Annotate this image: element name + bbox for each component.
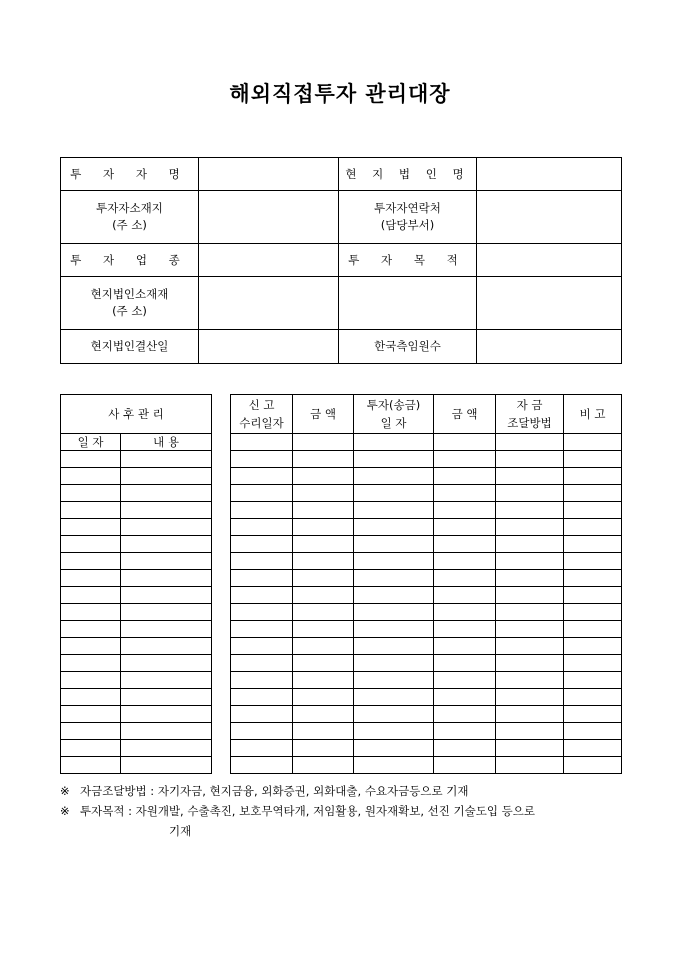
record-cell[interactable] bbox=[293, 553, 354, 570]
record-cell[interactable] bbox=[496, 740, 564, 757]
record-cell[interactable] bbox=[564, 723, 622, 740]
aftercare-row bbox=[61, 536, 212, 553]
investment-record-table bbox=[230, 394, 622, 774]
record-cell[interactable] bbox=[434, 740, 496, 757]
record-cell[interactable] bbox=[354, 502, 434, 519]
record-cell[interactable] bbox=[354, 621, 434, 638]
aftercare-content-cell[interactable] bbox=[121, 723, 212, 740]
local-corp-name-label: 현 지 법 인 명 bbox=[339, 158, 477, 191]
funding-method-header-line2: 조달방법 bbox=[507, 416, 552, 430]
aftercare-date-cell[interactable] bbox=[61, 757, 121, 774]
remit-date-header bbox=[354, 395, 434, 434]
record-cell[interactable] bbox=[293, 519, 354, 536]
local-corp-fiscal-label: 현지법인결산일 bbox=[61, 330, 199, 364]
record-cell[interactable] bbox=[434, 485, 496, 502]
blank-cell[interactable] bbox=[477, 277, 622, 330]
record-cell[interactable] bbox=[293, 468, 354, 485]
aftercare-row bbox=[61, 502, 212, 519]
record-cell[interactable] bbox=[293, 451, 354, 468]
local-corp-fiscal-field[interactable] bbox=[199, 330, 339, 364]
aftercare-content-header: 내 용 bbox=[121, 434, 212, 451]
record-cell[interactable] bbox=[354, 536, 434, 553]
record-cell[interactable] bbox=[564, 502, 622, 519]
record-cell[interactable] bbox=[354, 570, 434, 587]
investment-purpose-field[interactable] bbox=[477, 244, 622, 277]
business-type-label: 투 자 업 종 bbox=[61, 244, 199, 277]
investor-contact-label-line1: 투자자연락처 bbox=[374, 201, 441, 215]
aftercare-date-cell[interactable] bbox=[61, 604, 121, 621]
aftercare-date-cell[interactable] bbox=[61, 553, 121, 570]
record-cell[interactable] bbox=[231, 570, 293, 587]
record-cell[interactable] bbox=[434, 723, 496, 740]
record-cell[interactable] bbox=[434, 434, 496, 451]
business-type-field[interactable] bbox=[199, 244, 339, 277]
aftercare-content-cell[interactable] bbox=[121, 536, 212, 553]
record-cell[interactable] bbox=[496, 723, 564, 740]
aftercare-date-cell[interactable] bbox=[61, 689, 121, 706]
aftercare-row bbox=[61, 723, 212, 740]
notes bbox=[60, 781, 630, 841]
record-cell[interactable] bbox=[293, 672, 354, 689]
investor-address-field[interactable] bbox=[199, 191, 339, 244]
record-cell[interactable] bbox=[564, 536, 622, 553]
record-cell[interactable] bbox=[231, 740, 293, 757]
record-cell[interactable] bbox=[354, 655, 434, 672]
record-cell[interactable] bbox=[564, 706, 622, 723]
aftercare-content-cell[interactable] bbox=[121, 604, 212, 621]
record-cell[interactable] bbox=[231, 655, 293, 672]
record-cell[interactable] bbox=[231, 672, 293, 689]
aftercare-content-cell[interactable] bbox=[121, 587, 212, 604]
record-cell[interactable] bbox=[496, 672, 564, 689]
korean-officers-label: 한국측임원수 bbox=[339, 330, 477, 364]
record-cell[interactable] bbox=[434, 604, 496, 621]
record-cell[interactable] bbox=[564, 587, 622, 604]
record-cell[interactable] bbox=[434, 672, 496, 689]
amount2-header: 금 액 bbox=[434, 395, 496, 434]
record-cell[interactable] bbox=[434, 468, 496, 485]
aftercare-content-cell[interactable] bbox=[121, 468, 212, 485]
local-corp-address-label-line1: 현지법인소재재 bbox=[90, 287, 169, 301]
record-cell[interactable] bbox=[293, 621, 354, 638]
record-cell[interactable] bbox=[354, 757, 434, 774]
record-cell[interactable] bbox=[231, 706, 293, 723]
note-mark: ※ bbox=[60, 804, 70, 818]
record-cell[interactable] bbox=[564, 553, 622, 570]
aftercare-row bbox=[61, 740, 212, 757]
report-date-header bbox=[231, 395, 293, 434]
record-cell[interactable] bbox=[434, 655, 496, 672]
aftercare-row bbox=[61, 757, 212, 774]
record-cell[interactable] bbox=[496, 468, 564, 485]
investor-address-label-line1: 투자자소재지 bbox=[96, 201, 163, 215]
aftercare-row bbox=[61, 689, 212, 706]
record-cell[interactable] bbox=[496, 604, 564, 621]
aftercare-date-cell[interactable] bbox=[61, 502, 121, 519]
report-date-header-line1: 신 고 bbox=[248, 398, 275, 412]
record-cell[interactable] bbox=[231, 757, 293, 774]
aftercare-content-cell[interactable] bbox=[121, 706, 212, 723]
remit-date-header-line2: 일 자 bbox=[380, 416, 407, 430]
aftercare-date-cell[interactable] bbox=[61, 638, 121, 655]
record-row bbox=[231, 723, 622, 740]
record-cell[interactable] bbox=[354, 638, 434, 655]
record-cell[interactable] bbox=[496, 485, 564, 502]
record-cell[interactable] bbox=[293, 740, 354, 757]
record-cell[interactable] bbox=[496, 689, 564, 706]
record-cell[interactable] bbox=[293, 706, 354, 723]
investor-address-label-line2: (주 소) bbox=[112, 218, 147, 232]
aftercare-content-cell[interactable] bbox=[121, 485, 212, 502]
record-cell[interactable] bbox=[496, 519, 564, 536]
investment-info-table bbox=[60, 157, 622, 364]
record-cell[interactable] bbox=[231, 485, 293, 502]
record-cell[interactable] bbox=[496, 587, 564, 604]
aftercare-content-cell[interactable] bbox=[121, 553, 212, 570]
record-row bbox=[231, 655, 622, 672]
record-row bbox=[231, 485, 622, 502]
investor-address-label bbox=[61, 191, 199, 244]
record-row bbox=[231, 553, 622, 570]
local-corp-address-label-line2: (주 소) bbox=[112, 304, 147, 318]
record-cell[interactable] bbox=[564, 451, 622, 468]
aftercare-row bbox=[61, 519, 212, 536]
record-cell[interactable] bbox=[293, 757, 354, 774]
aftercare-row bbox=[61, 706, 212, 723]
record-cell[interactable] bbox=[564, 604, 622, 621]
aftercare-row bbox=[61, 451, 212, 468]
record-cell[interactable] bbox=[293, 689, 354, 706]
aftercare-row bbox=[61, 604, 212, 621]
record-cell[interactable] bbox=[354, 434, 434, 451]
purpose-note: 투자목적 : 자원개발, 수출촉진, 보호무역타개, 저임활용, 원자재확보, 선진 기술도입 등으로 bbox=[80, 804, 535, 818]
record-cell[interactable] bbox=[293, 502, 354, 519]
record-cell[interactable] bbox=[564, 672, 622, 689]
record-cell[interactable] bbox=[564, 740, 622, 757]
record-cell[interactable] bbox=[434, 502, 496, 519]
record-cell[interactable] bbox=[354, 587, 434, 604]
aftercare-row bbox=[61, 587, 212, 604]
aftercare-row bbox=[61, 570, 212, 587]
record-cell[interactable] bbox=[293, 434, 354, 451]
record-cell[interactable] bbox=[496, 757, 564, 774]
record-cell[interactable] bbox=[434, 570, 496, 587]
record-row bbox=[231, 536, 622, 553]
record-cell[interactable] bbox=[496, 655, 564, 672]
record-cell[interactable] bbox=[231, 553, 293, 570]
investment-purpose-label: 투 자 목 적 bbox=[339, 244, 477, 277]
aftercare-date-cell[interactable] bbox=[61, 706, 121, 723]
purpose-note-continued: 기재 bbox=[169, 824, 192, 838]
record-cell[interactable] bbox=[434, 706, 496, 723]
record-cell[interactable] bbox=[496, 451, 564, 468]
record-cell[interactable] bbox=[564, 689, 622, 706]
page-title: 해외직접투자 관리대장 bbox=[229, 81, 451, 106]
record-cell[interactable] bbox=[354, 604, 434, 621]
funding-method-header-line1: 자 금 bbox=[516, 398, 543, 412]
record-row bbox=[231, 604, 622, 621]
investor-contact-field[interactable] bbox=[477, 191, 622, 244]
record-row bbox=[231, 468, 622, 485]
aftercare-row bbox=[61, 638, 212, 655]
aftercare-date-cell[interactable] bbox=[61, 536, 121, 553]
aftercare-content-cell[interactable] bbox=[121, 621, 212, 638]
aftercare-content-cell[interactable] bbox=[121, 570, 212, 587]
local-corp-address-label bbox=[61, 277, 199, 330]
aftercare-content-cell[interactable] bbox=[121, 502, 212, 519]
record-cell[interactable] bbox=[434, 757, 496, 774]
record-cell[interactable] bbox=[293, 536, 354, 553]
record-cell[interactable] bbox=[231, 519, 293, 536]
funding-note: 자금조달방법 : 자기자금, 현지금융, 외화증권, 외화대출, 수요자금등으로 기재 bbox=[80, 784, 469, 798]
aftercare-row bbox=[61, 468, 212, 485]
aftercare-date-cell[interactable] bbox=[61, 451, 121, 468]
record-cell[interactable] bbox=[564, 757, 622, 774]
record-cell[interactable] bbox=[293, 587, 354, 604]
record-cell[interactable] bbox=[434, 519, 496, 536]
record-cell[interactable] bbox=[434, 689, 496, 706]
record-cell[interactable] bbox=[354, 740, 434, 757]
record-cell[interactable] bbox=[434, 621, 496, 638]
investor-name-label: 투 자 자 명 bbox=[61, 158, 199, 191]
record-cell[interactable] bbox=[564, 638, 622, 655]
record-cell[interactable] bbox=[231, 434, 293, 451]
record-row bbox=[231, 638, 622, 655]
blank-cell[interactable] bbox=[339, 277, 477, 330]
investor-contact-label bbox=[339, 191, 477, 244]
aftercare-content-cell[interactable] bbox=[121, 638, 212, 655]
record-cell[interactable] bbox=[496, 434, 564, 451]
record-cell[interactable] bbox=[564, 434, 622, 451]
record-cell[interactable] bbox=[293, 604, 354, 621]
record-cell[interactable] bbox=[231, 587, 293, 604]
aftercare-content-cell[interactable] bbox=[121, 757, 212, 774]
record-cell[interactable] bbox=[496, 536, 564, 553]
record-row bbox=[231, 757, 622, 774]
local-corp-address-field[interactable] bbox=[199, 277, 339, 330]
record-row bbox=[231, 706, 622, 723]
record-cell[interactable] bbox=[354, 672, 434, 689]
aftercare-date-cell[interactable] bbox=[61, 655, 121, 672]
record-row bbox=[231, 587, 622, 604]
record-cell[interactable] bbox=[434, 536, 496, 553]
aftercare-date-header: 일 자 bbox=[61, 434, 121, 451]
record-cell[interactable] bbox=[231, 536, 293, 553]
aftercare-date-cell[interactable] bbox=[61, 587, 121, 604]
korean-officers-field[interactable] bbox=[477, 330, 622, 364]
aftercare-content-cell[interactable] bbox=[121, 519, 212, 536]
record-cell[interactable] bbox=[354, 451, 434, 468]
record-cell[interactable] bbox=[496, 502, 564, 519]
record-cell[interactable] bbox=[564, 468, 622, 485]
aftercare-row bbox=[61, 655, 212, 672]
record-cell[interactable] bbox=[496, 706, 564, 723]
local-corp-name-field[interactable] bbox=[477, 158, 622, 191]
record-cell[interactable] bbox=[354, 519, 434, 536]
aftercare-content-cell[interactable] bbox=[121, 451, 212, 468]
remarks-header: 비 고 bbox=[564, 395, 622, 434]
aftercare-content-cell[interactable] bbox=[121, 672, 212, 689]
aftercare-content-cell[interactable] bbox=[121, 740, 212, 757]
record-cell[interactable] bbox=[434, 587, 496, 604]
aftercare-row bbox=[61, 621, 212, 638]
record-cell[interactable] bbox=[564, 655, 622, 672]
record-cell[interactable] bbox=[293, 655, 354, 672]
record-cell[interactable] bbox=[231, 604, 293, 621]
record-cell[interactable] bbox=[231, 689, 293, 706]
record-cell[interactable] bbox=[434, 553, 496, 570]
record-cell[interactable] bbox=[354, 485, 434, 502]
record-cell[interactable] bbox=[231, 468, 293, 485]
record-cell[interactable] bbox=[434, 638, 496, 655]
aftercare-date-cell[interactable] bbox=[61, 485, 121, 502]
aftercare-date-cell[interactable] bbox=[61, 621, 121, 638]
aftercare-date-cell[interactable] bbox=[61, 570, 121, 587]
aftercare-table bbox=[60, 394, 212, 774]
record-cell[interactable] bbox=[293, 638, 354, 655]
record-cell[interactable] bbox=[564, 519, 622, 536]
aftercare-date-cell[interactable] bbox=[61, 468, 121, 485]
record-cell[interactable] bbox=[496, 553, 564, 570]
record-cell[interactable] bbox=[231, 502, 293, 519]
aftercare-date-cell[interactable] bbox=[61, 519, 121, 536]
record-row bbox=[231, 519, 622, 536]
record-cell[interactable] bbox=[496, 638, 564, 655]
aftercare-heading: 사 후 관 리 bbox=[61, 395, 212, 434]
aftercare-content-cell[interactable] bbox=[121, 689, 212, 706]
record-row bbox=[231, 451, 622, 468]
aftercare-content-cell[interactable] bbox=[121, 655, 212, 672]
record-cell[interactable] bbox=[434, 451, 496, 468]
aftercare-date-cell[interactable] bbox=[61, 740, 121, 757]
record-cell[interactable] bbox=[354, 468, 434, 485]
record-cell[interactable] bbox=[231, 638, 293, 655]
record-row bbox=[231, 570, 622, 587]
record-cell[interactable] bbox=[564, 485, 622, 502]
record-cell[interactable] bbox=[354, 689, 434, 706]
aftercare-row bbox=[61, 553, 212, 570]
record-cell[interactable] bbox=[496, 570, 564, 587]
record-cell[interactable] bbox=[231, 451, 293, 468]
record-cell[interactable] bbox=[231, 621, 293, 638]
record-cell[interactable] bbox=[293, 723, 354, 740]
record-cell[interactable] bbox=[293, 570, 354, 587]
report-date-header-line2: 수리일자 bbox=[239, 416, 284, 430]
aftercare-row bbox=[61, 672, 212, 689]
aftercare-date-cell[interactable] bbox=[61, 672, 121, 689]
record-cell[interactable] bbox=[564, 621, 622, 638]
record-cell[interactable] bbox=[354, 706, 434, 723]
record-cell[interactable] bbox=[354, 553, 434, 570]
record-cell[interactable] bbox=[231, 723, 293, 740]
investor-name-field[interactable] bbox=[199, 158, 339, 191]
funding-method-header bbox=[496, 395, 564, 434]
record-cell[interactable] bbox=[354, 723, 434, 740]
aftercare-date-cell[interactable] bbox=[61, 723, 121, 740]
record-row bbox=[231, 621, 622, 638]
record-row bbox=[231, 672, 622, 689]
amount-header: 금 액 bbox=[293, 395, 354, 434]
note-mark: ※ bbox=[60, 784, 70, 798]
record-cell[interactable] bbox=[564, 570, 622, 587]
record-cell[interactable] bbox=[293, 485, 354, 502]
record-cell[interactable] bbox=[496, 621, 564, 638]
record-row bbox=[231, 689, 622, 706]
record-row bbox=[231, 434, 622, 451]
aftercare-row bbox=[61, 485, 212, 502]
record-row bbox=[231, 502, 622, 519]
record-row bbox=[231, 740, 622, 757]
remit-date-header-line1: 투자(송금) bbox=[366, 398, 421, 412]
investor-contact-label-line2: (담당부서) bbox=[380, 218, 435, 232]
